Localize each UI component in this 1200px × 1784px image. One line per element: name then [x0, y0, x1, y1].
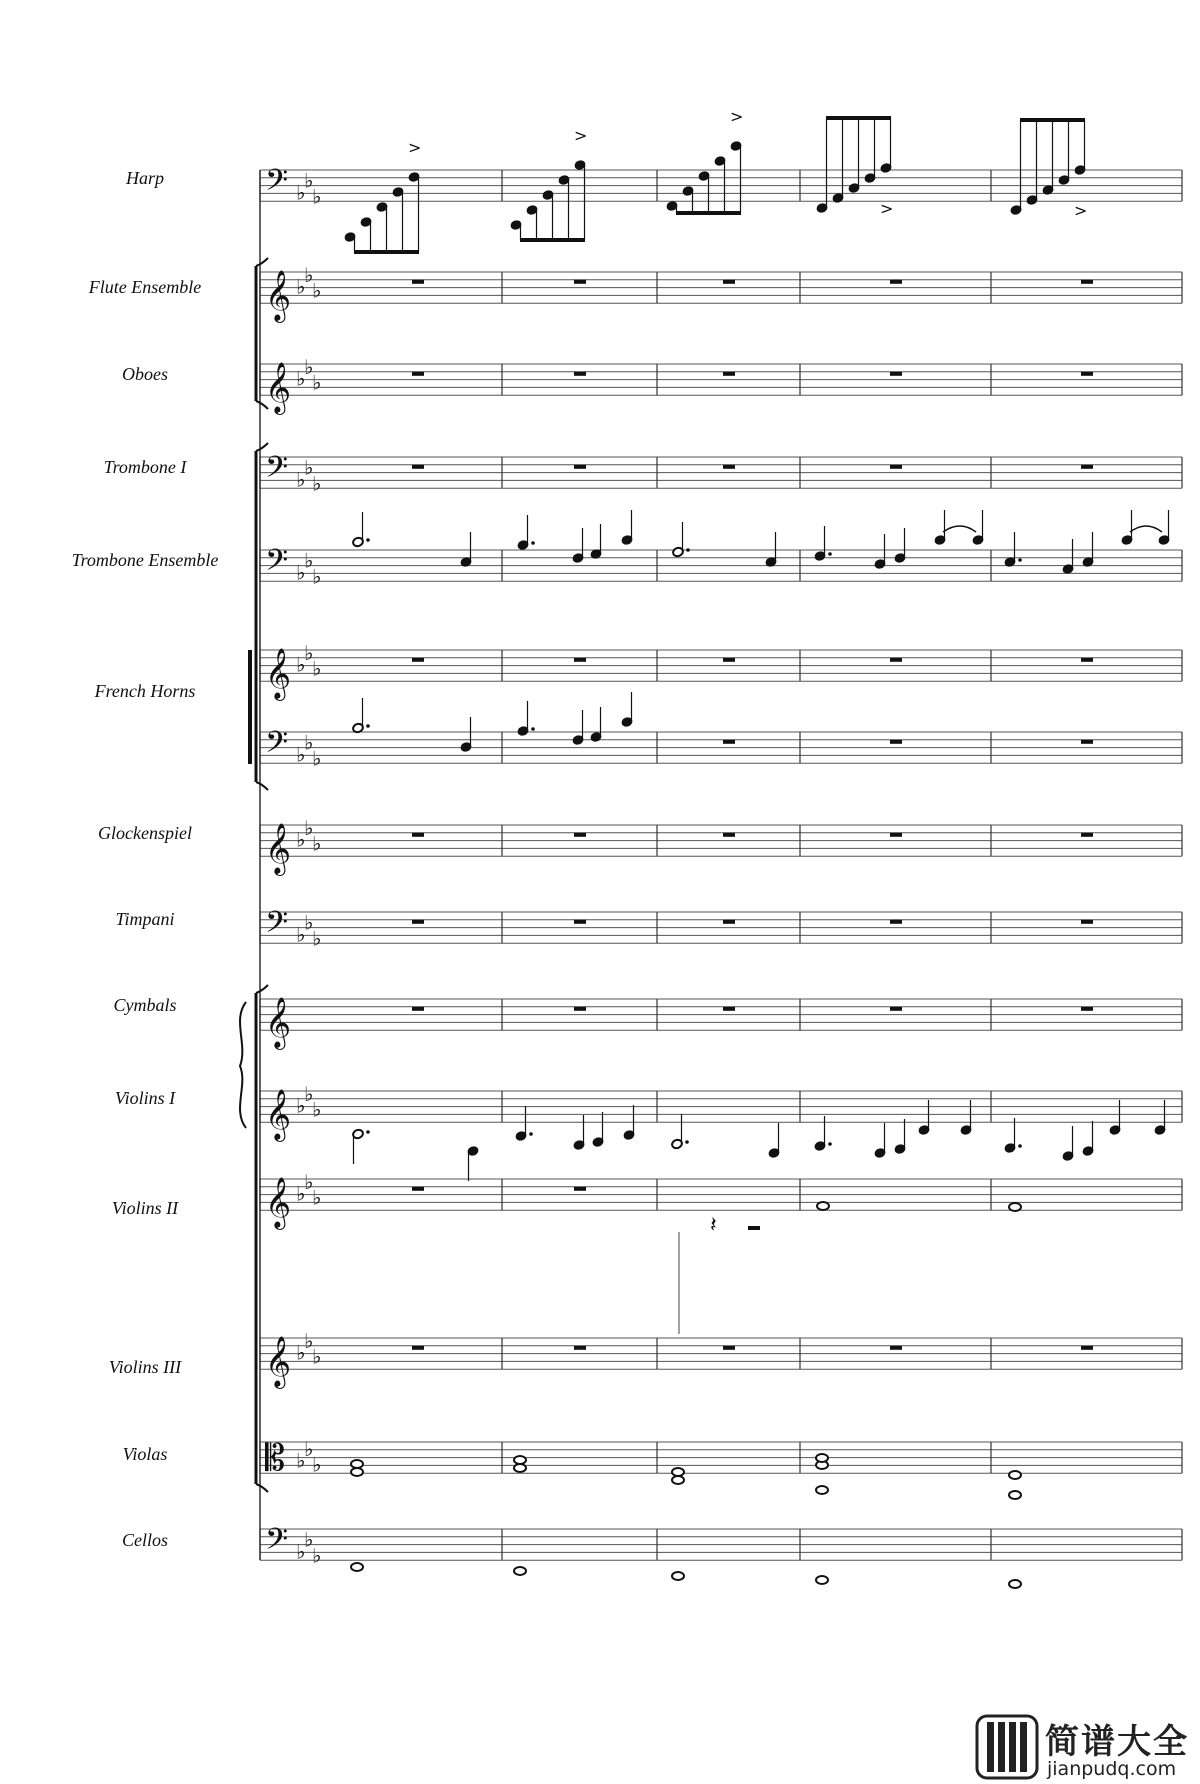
whole-rest-icon [723, 920, 735, 924]
whole-rest-icon [412, 1346, 424, 1350]
whole-rest-icon [574, 833, 586, 837]
note [817, 1202, 829, 1210]
whole-rest-icon [1081, 372, 1093, 376]
note [352, 698, 370, 733]
note [972, 510, 984, 545]
accent-icon: > [1074, 201, 1088, 220]
instrument-label: Violins III [108, 1357, 182, 1377]
flat-icon: ♭ [312, 926, 322, 951]
note [1082, 1121, 1094, 1156]
note [351, 1563, 363, 1571]
note [572, 710, 584, 745]
alto-clef-icon: 𝄡 [265, 1438, 286, 1479]
note [816, 1486, 828, 1494]
instrument-label: Flute Ensemble [88, 277, 202, 297]
whole-rest-icon [723, 280, 735, 284]
note [672, 1476, 684, 1484]
flat-icon: ♭ [304, 640, 314, 665]
instrument-label: Timpani [115, 909, 175, 929]
whole-rest-icon [1081, 465, 1093, 469]
staff [260, 164, 1182, 208]
bass-clef-icon: 𝄢 [265, 726, 289, 767]
half-rest-icon [748, 1226, 760, 1230]
flat-icon: ♭ [304, 455, 314, 480]
treble-clef-icon: 𝄞 [265, 823, 292, 874]
flat-icon: ♭ [304, 1436, 314, 1461]
note [621, 692, 633, 727]
whole-rest-icon [723, 1346, 735, 1350]
note [592, 1112, 604, 1147]
note [1009, 1580, 1021, 1588]
note [514, 1464, 526, 1472]
accent-icon: > [574, 126, 588, 145]
whole-rest-icon [890, 658, 902, 662]
flat-icon: ♭ [296, 1539, 306, 1564]
whole-rest-icon [890, 465, 902, 469]
note [816, 1454, 828, 1462]
instrument-label: Oboes [122, 364, 168, 384]
note [515, 1106, 533, 1141]
note [621, 510, 633, 545]
instrument-label: Cymbals [113, 995, 177, 1015]
flat-icon: ♭ [304, 1328, 314, 1353]
staff [260, 1082, 1182, 1142]
note [590, 524, 602, 559]
whole-rest-icon [412, 920, 424, 924]
staff [260, 1329, 1182, 1389]
flat-icon: ♭ [312, 1452, 322, 1477]
whole-rest-icon [574, 1187, 586, 1191]
watermark-url: jianpudq.com [1047, 1758, 1177, 1780]
note [351, 1468, 363, 1476]
flat-icon: ♭ [296, 1093, 306, 1118]
whole-rest-icon [1081, 1346, 1093, 1350]
whole-rest-icon [574, 1007, 586, 1011]
whole-rest-icon [574, 465, 586, 469]
note [1158, 510, 1170, 545]
note [1121, 510, 1133, 545]
whole-rest-icon [890, 920, 902, 924]
flat-icon: ♭ [304, 1527, 314, 1552]
flat-icon: ♭ [312, 746, 322, 771]
note [1154, 1100, 1166, 1135]
staff [260, 263, 1182, 323]
note [672, 1468, 684, 1476]
note [1009, 1203, 1021, 1211]
flat-icon: ♭ [312, 1185, 322, 1210]
whole-rest-icon [574, 280, 586, 284]
flat-icon: ♭ [312, 278, 322, 303]
treble-clef-icon: 𝄞 [265, 270, 292, 321]
note [623, 1105, 635, 1140]
whole-rest-icon [412, 280, 424, 284]
flat-icon: ♭ [312, 1543, 322, 1568]
whole-rest-icon [723, 833, 735, 837]
whole-rest-icon [1081, 658, 1093, 662]
note [1004, 1118, 1022, 1153]
note [517, 515, 535, 550]
instrument-label: Harp [125, 168, 165, 188]
note [572, 528, 584, 563]
instrument-label: French Horns [94, 681, 196, 701]
note [1009, 1471, 1021, 1479]
staff [260, 816, 1182, 876]
instrument-label: Glockenspiel [98, 823, 192, 843]
whole-rest-icon [1081, 1007, 1093, 1011]
note [934, 510, 946, 545]
flat-icon: ♭ [312, 184, 322, 209]
flat-icon: ♭ [304, 548, 314, 573]
flat-icon: ♭ [296, 1340, 306, 1365]
note [590, 707, 602, 742]
note [1009, 1491, 1021, 1499]
note [894, 528, 906, 563]
whole-rest-icon [723, 1007, 735, 1011]
flat-icon: ♭ [296, 652, 306, 677]
bass-clef-icon: 𝄢 [265, 544, 289, 585]
note [816, 1576, 828, 1584]
whole-rest-icon [890, 1346, 902, 1350]
flat-icon: ♭ [304, 910, 314, 935]
flat-icon: ♭ [304, 354, 314, 379]
instrument-label: Violins II [111, 1198, 179, 1218]
note [672, 522, 690, 557]
flat-icon: ♭ [296, 366, 306, 391]
instrument-label: Violins I [114, 1088, 176, 1108]
whole-rest-icon [723, 658, 735, 662]
flat-icon: ♭ [296, 1181, 306, 1206]
accent-icon: > [880, 199, 894, 218]
note [467, 1146, 479, 1181]
flat-icon: ♭ [296, 274, 306, 299]
note [814, 526, 832, 561]
instrument-label: Trombone Ensemble [71, 550, 219, 570]
whole-rest-icon [574, 658, 586, 662]
flat-icon: ♭ [312, 564, 322, 589]
flat-icon: ♭ [304, 1169, 314, 1194]
flat-icon: ♭ [312, 471, 322, 496]
treble-clef-icon: 𝄞 [265, 362, 292, 413]
whole-rest-icon [412, 465, 424, 469]
whole-rest-icon [890, 372, 902, 376]
whole-rest-icon [574, 1346, 586, 1350]
note [874, 534, 886, 569]
whole-rest-icon [574, 372, 586, 376]
note [514, 1567, 526, 1575]
whole-rest-icon [890, 833, 902, 837]
flat-icon: ♭ [304, 168, 314, 193]
flat-icon: ♭ [296, 560, 306, 585]
staff [260, 641, 1182, 701]
bass-clef-icon: 𝄢 [265, 451, 289, 492]
note [768, 1123, 780, 1158]
note [517, 701, 535, 736]
note [460, 717, 472, 752]
quarter-rest-icon: 𝄽 [710, 1213, 717, 1238]
note [894, 1119, 906, 1154]
staff [260, 906, 1182, 950]
instrument-label: Cellos [121, 1530, 169, 1550]
flat-icon: ♭ [312, 1344, 322, 1369]
treble-clef-icon: 𝄞 [265, 997, 292, 1048]
whole-rest-icon [723, 465, 735, 469]
note [573, 1115, 585, 1150]
whole-rest-icon [574, 920, 586, 924]
watermark-title: 简谱大全 [1045, 1722, 1189, 1762]
staff [260, 544, 1182, 588]
whole-rest-icon [723, 740, 735, 744]
whole-rest-icon [1081, 920, 1093, 924]
flat-icon: ♭ [296, 922, 306, 947]
whole-rest-icon [723, 372, 735, 376]
treble-clef-icon: 𝄞 [265, 1089, 292, 1140]
flat-icon: ♭ [304, 1081, 314, 1106]
whole-rest-icon [890, 740, 902, 744]
instrument-label: Trombone I [103, 457, 187, 477]
flat-icon: ♭ [304, 262, 314, 287]
flat-icon: ♭ [304, 815, 314, 840]
bass-clef-icon: 𝄢 [265, 164, 289, 205]
whole-rest-icon [412, 1007, 424, 1011]
note [1062, 1126, 1074, 1161]
flat-icon: ♭ [296, 1448, 306, 1473]
treble-clef-icon: 𝄞 [265, 1336, 292, 1387]
staff [260, 451, 1182, 495]
staff [260, 1523, 1182, 1567]
brace [240, 1002, 246, 1128]
note [814, 1116, 832, 1151]
note [874, 1123, 886, 1158]
treble-clef-icon: 𝄞 [265, 1177, 292, 1228]
flat-icon: ♭ [312, 656, 322, 681]
bass-clef-icon: 𝄢 [265, 906, 289, 947]
note [352, 512, 370, 547]
whole-rest-icon [1081, 740, 1093, 744]
flat-icon: ♭ [296, 742, 306, 767]
note [671, 1114, 689, 1149]
whole-rest-icon [412, 833, 424, 837]
whole-rest-icon [412, 372, 424, 376]
piano-logo-icon [975, 1714, 1039, 1780]
bass-clef-icon: 𝄢 [265, 1523, 289, 1564]
flat-icon: ♭ [296, 827, 306, 852]
flat-icon: ♭ [312, 1097, 322, 1122]
whole-rest-icon [412, 1187, 424, 1191]
flat-icon: ♭ [296, 467, 306, 492]
note [351, 1460, 363, 1468]
whole-rest-icon [890, 1007, 902, 1011]
whole-rest-icon [412, 658, 424, 662]
note [1062, 539, 1074, 574]
note [918, 1100, 930, 1135]
staff [260, 1170, 1182, 1230]
staff [260, 1437, 1182, 1479]
whole-rest-icon [1081, 833, 1093, 837]
accent-icon: > [408, 138, 422, 157]
flat-icon: ♭ [312, 831, 322, 856]
flat-icon: ♭ [304, 730, 314, 755]
staff [260, 997, 1182, 1050]
whole-rest-icon [1081, 280, 1093, 284]
note [352, 1129, 370, 1164]
note [672, 1572, 684, 1580]
flat-icon: ♭ [296, 180, 306, 205]
accent-icon: > [730, 107, 744, 126]
treble-clef-icon: 𝄞 [265, 648, 292, 699]
whole-rest-icon [890, 280, 902, 284]
staff [260, 726, 1182, 770]
site-watermark[interactable] [975, 1712, 1200, 1784]
instrument-label: Violas [122, 1444, 168, 1464]
staff [260, 355, 1182, 415]
flat-icon: ♭ [312, 370, 322, 395]
note [514, 1456, 526, 1464]
note [960, 1100, 972, 1135]
note [1109, 1100, 1121, 1135]
